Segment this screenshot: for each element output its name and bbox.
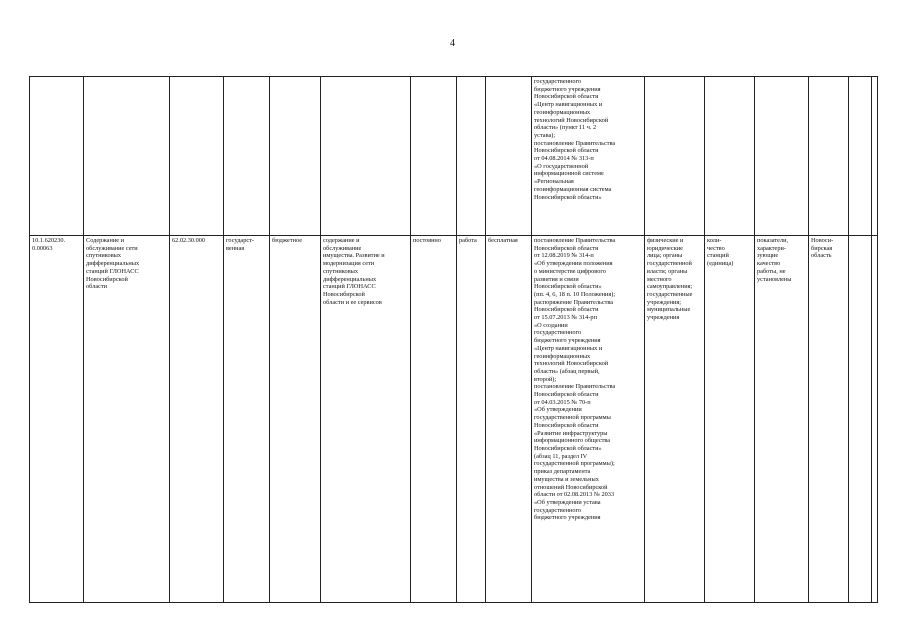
table-cell-ownership <box>224 236 270 603</box>
table-cell <box>755 77 809 236</box>
institution-type-text: бюджетное <box>272 237 302 244</box>
table-cell <box>872 236 878 603</box>
table-cell-payment <box>486 236 532 603</box>
table-cell <box>849 236 872 603</box>
table-cell-kind <box>457 236 486 603</box>
table-cell-volume-indicator <box>705 236 755 603</box>
table-cell <box>705 77 755 236</box>
table-cell-service-name <box>84 236 170 603</box>
kind-text: работа <box>459 237 477 244</box>
service-name-text: Содержание и обслуживание сети спутниковых дифференциальных станций ГЛОНАСС Новосибирской области <box>86 237 140 291</box>
table-cell-legal-basis <box>532 236 645 603</box>
table-cell <box>872 77 878 236</box>
table-cell-institution-type <box>270 236 321 603</box>
table-cell <box>486 77 532 236</box>
table-row <box>30 77 878 236</box>
table-cell <box>30 77 84 236</box>
volume-indicator-text: коли- чество станций (единица) <box>707 237 734 268</box>
table-cell <box>809 77 849 236</box>
registry-number-text: 10.1.620230. 0.00063 <box>32 237 66 252</box>
legal-basis-text: постановление Правительства Новосибирской области от 12.08.2019 № 314-п «Об утверждении положения о министерстве цифрового развития и связи Новосибирской области» (пп. 4, 6, 18 п. 10 Положения); распоряжение Правительства Новосибирской области от 15.07.2013 № 314-рп «О создании государственного бюджетного учреждения «Центр навигационных и геоинформационных технологий Новосибирской области» (абзац первый, второй); постановление Правительства Новосибирской области от 04.03.2015 № 70-п «Об утверждении государственной программы Новосибирской области «Развитие инфраструктуры информационного общества Новосибирской области» (абзац 11, раздел IV государственной программы); приказ департамента имущества и земельных отношений Новосибирской области от 02.08.2013 № 2033 «Об утверждении устава государственного бюджетного учреждения <box>534 237 616 522</box>
table-row <box>30 236 878 603</box>
table-cell-registry-number <box>30 236 84 603</box>
quality-indicator-text: показатели, характери- зующие качество работы, не установлены <box>757 237 792 283</box>
table-cell <box>170 77 224 236</box>
page-number: 4 <box>450 38 455 49</box>
table-cell-consumers <box>645 236 705 603</box>
okved-code-text: 62.02.30.000 <box>172 237 206 244</box>
table-cell-content <box>321 236 411 603</box>
periodicity-text: постоянно <box>413 237 441 244</box>
registry-table <box>29 76 878 603</box>
table-cell <box>84 77 170 236</box>
table-cell <box>270 77 321 236</box>
table-cell-periodicity <box>411 236 457 603</box>
content-text: содержание и обслуживание имущества. Развитие и модернизация сети спутниковых дифференциальных станций ГЛОНАСС Новосибирской области и ее сервисов <box>323 237 385 306</box>
table-cell <box>411 77 457 236</box>
legal-basis-text: государственного бюджетного учреждения Новосибирской области «Центр навигационных и геоинформационных технологий Новосибирской области» (пункт 11 ч. 2 устава); постановление Правительства Новосибирской области от 04.08.2014 № 313-п «О государственной информационной системе «Региональная геоинформационная система Новосибирской области» <box>534 78 616 201</box>
table-cell <box>457 77 486 236</box>
table-cell <box>645 77 705 236</box>
table-cell-quality-indicator <box>755 236 809 603</box>
table-cell <box>224 77 270 236</box>
payment-text: бесплатная <box>488 237 518 244</box>
territory-text: Новоси- бирская область <box>811 237 834 260</box>
ownership-text: государст- венная <box>226 237 254 252</box>
table-cell <box>321 77 411 236</box>
table-cell <box>849 77 872 236</box>
table-cell-territory <box>809 236 849 603</box>
table-cell-okved-code <box>170 236 224 603</box>
consumers-text: физические и юридические лица; органы государственной власти; органы местного самоуправления; государственные учреждения; муниципальные учреждения <box>647 237 693 322</box>
table-cell-legal-basis <box>532 77 645 236</box>
